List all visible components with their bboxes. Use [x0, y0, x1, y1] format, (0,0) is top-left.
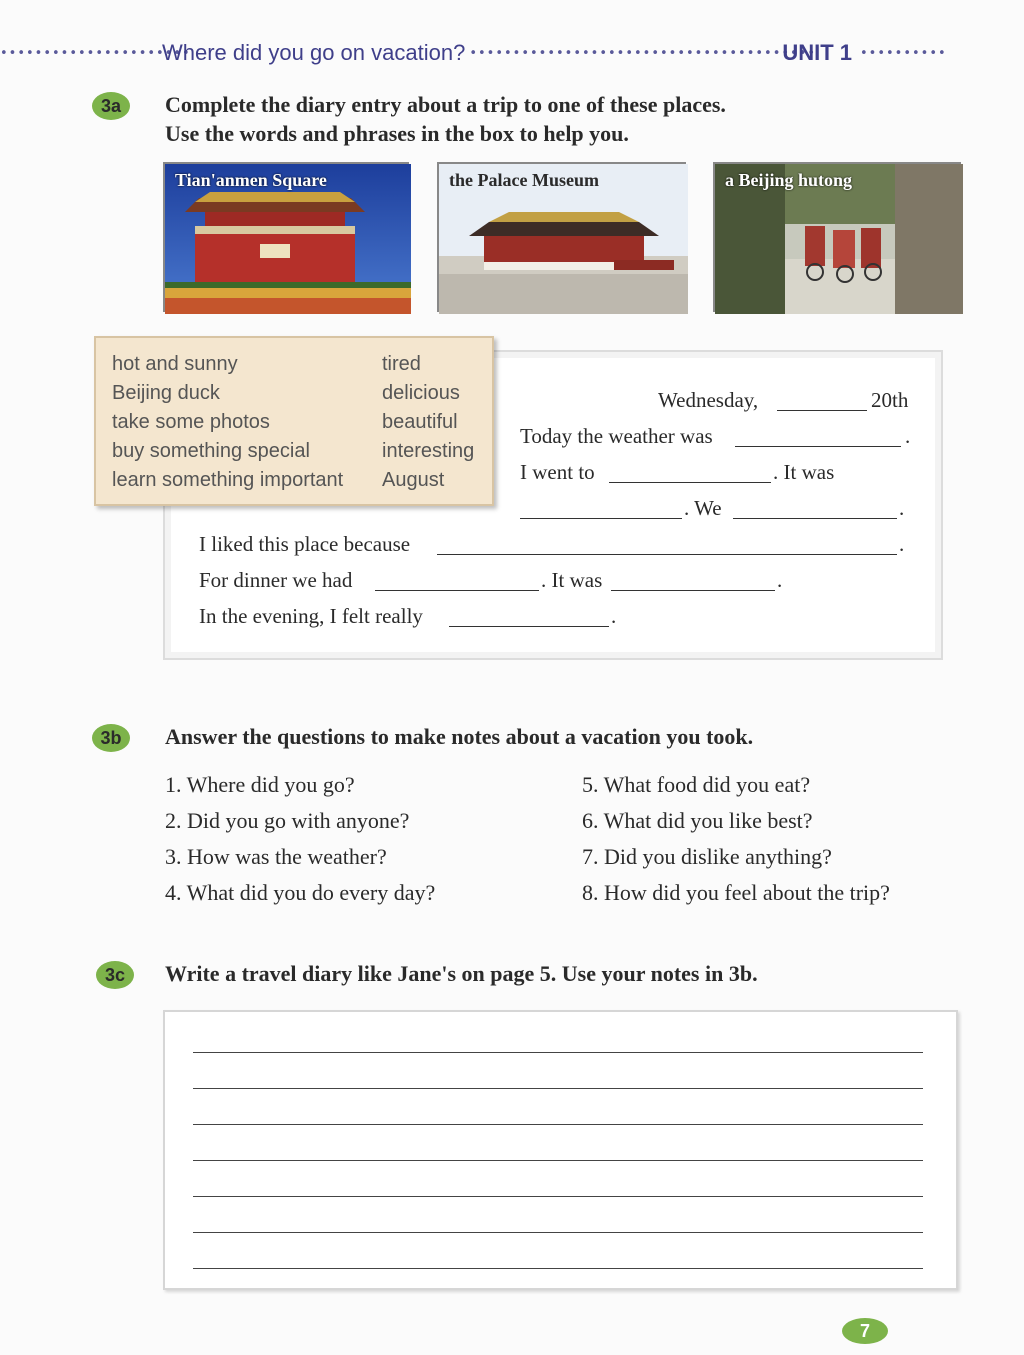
writing-line[interactable]: [193, 1232, 923, 1233]
question-item: 1. Where did you go?: [165, 772, 355, 797]
page-number: 7: [842, 1318, 888, 1344]
diary-it-was: . It was: [773, 460, 835, 484]
diary-blank-activity[interactable]: [733, 518, 897, 519]
header-dots-middle: ••••••••••••••••••••••••••••••••••••••••: [469, 45, 817, 61]
writing-box: [163, 1010, 958, 1290]
word-item: tired: [382, 353, 421, 375]
diary-blank-feeling[interactable]: [449, 626, 609, 627]
writing-line[interactable]: [193, 1196, 923, 1197]
diary-line-weather: Today the weather was: [520, 424, 713, 448]
word-item: beautiful: [382, 411, 458, 433]
question-item: 5. What food did you eat?: [582, 772, 811, 797]
diary-blank-place-desc[interactable]: [520, 518, 682, 519]
unit-label: UNIT 1: [782, 40, 852, 65]
photo-beijing-hutong: [713, 162, 961, 312]
diary-period: .: [611, 604, 617, 628]
header-dots-left: ••••••••••••••••••••••: [0, 45, 191, 61]
photo-tiananmen-square: [163, 162, 409, 312]
writing-line[interactable]: [193, 1268, 923, 1269]
photo-label: a Beijing hutong: [725, 170, 853, 190]
section-3b-instruction: Answer the questions to make notes about a vacation you took.: [165, 724, 754, 749]
diary-line-dinner: For dinner we had: [199, 568, 353, 592]
word-item: August: [382, 469, 445, 491]
word-item: take some photos: [112, 411, 270, 433]
question-item: 6. What did you like best?: [582, 808, 813, 833]
diary-period: .: [899, 532, 905, 556]
diary-period: .: [899, 496, 905, 520]
word-item: delicious: [382, 382, 460, 404]
word-item: interesting: [382, 440, 475, 462]
section-3c-instruction: Write a travel diary like Jane's on page 5. Use your notes in 3b.: [165, 961, 758, 986]
header-title: Where did you go on vacation?: [162, 40, 466, 65]
word-box-right-column: [382, 350, 474, 495]
diary-it-was: . It was: [541, 568, 603, 592]
question-item: 2. Did you go with anyone?: [165, 808, 410, 833]
writing-line[interactable]: [193, 1052, 923, 1053]
diary-line-liked: I liked this place because: [199, 532, 411, 556]
diary-we: . We: [684, 496, 722, 520]
section-3a-badge: 3a: [92, 92, 130, 120]
word-item: learn something important: [112, 469, 344, 491]
diary-blank-food[interactable]: [375, 590, 539, 591]
word-box-left-column: [112, 350, 343, 495]
word-item: Beijing duck: [112, 382, 220, 404]
header-dots-right: ••••••••••: [860, 45, 947, 61]
question-item: 7. Did you dislike anything?: [582, 844, 832, 869]
writing-line[interactable]: [193, 1160, 923, 1161]
question-item: 8. How did you feel about the trip?: [582, 880, 890, 905]
diary-line-evening: In the evening, I felt really: [199, 604, 423, 628]
section-3c-badge: 3c: [96, 961, 134, 989]
writing-line[interactable]: [193, 1124, 923, 1125]
diary-line-went-to: I went to: [520, 460, 595, 484]
diary-blank-place[interactable]: [609, 482, 771, 483]
diary-blank-month[interactable]: [777, 410, 867, 411]
writing-line[interactable]: [193, 1088, 923, 1089]
section-3b-badge: 3b: [92, 724, 130, 752]
question-item: 4. What did you do every day?: [165, 880, 436, 905]
question-item: 3. How was the weather?: [165, 844, 387, 869]
instruction-line-1: Complete the diary entry about a trip to one of these places.: [165, 92, 726, 117]
diary-blank-reason[interactable]: [437, 554, 897, 555]
section-3a-instruction: [165, 90, 726, 148]
instruction-line-2: Use the words and phrases in the box to help you.: [165, 121, 629, 146]
word-item: buy something special: [112, 440, 310, 462]
diary-blank-food-desc[interactable]: [611, 590, 775, 591]
running-header: [0, 38, 1024, 68]
diary-period: .: [905, 424, 911, 448]
diary-blank-weather[interactable]: [735, 446, 901, 447]
diary-date-num: 20th: [871, 388, 909, 412]
photo-label: Tian'anmen Square: [175, 170, 327, 190]
diary-period: .: [777, 568, 783, 592]
photo-palace-museum: [437, 162, 686, 312]
word-item: hot and sunny: [112, 353, 238, 375]
word-box: [94, 336, 494, 506]
photo-label: the Palace Museum: [449, 170, 599, 190]
diary-date-day: Wednesday,: [658, 388, 759, 412]
